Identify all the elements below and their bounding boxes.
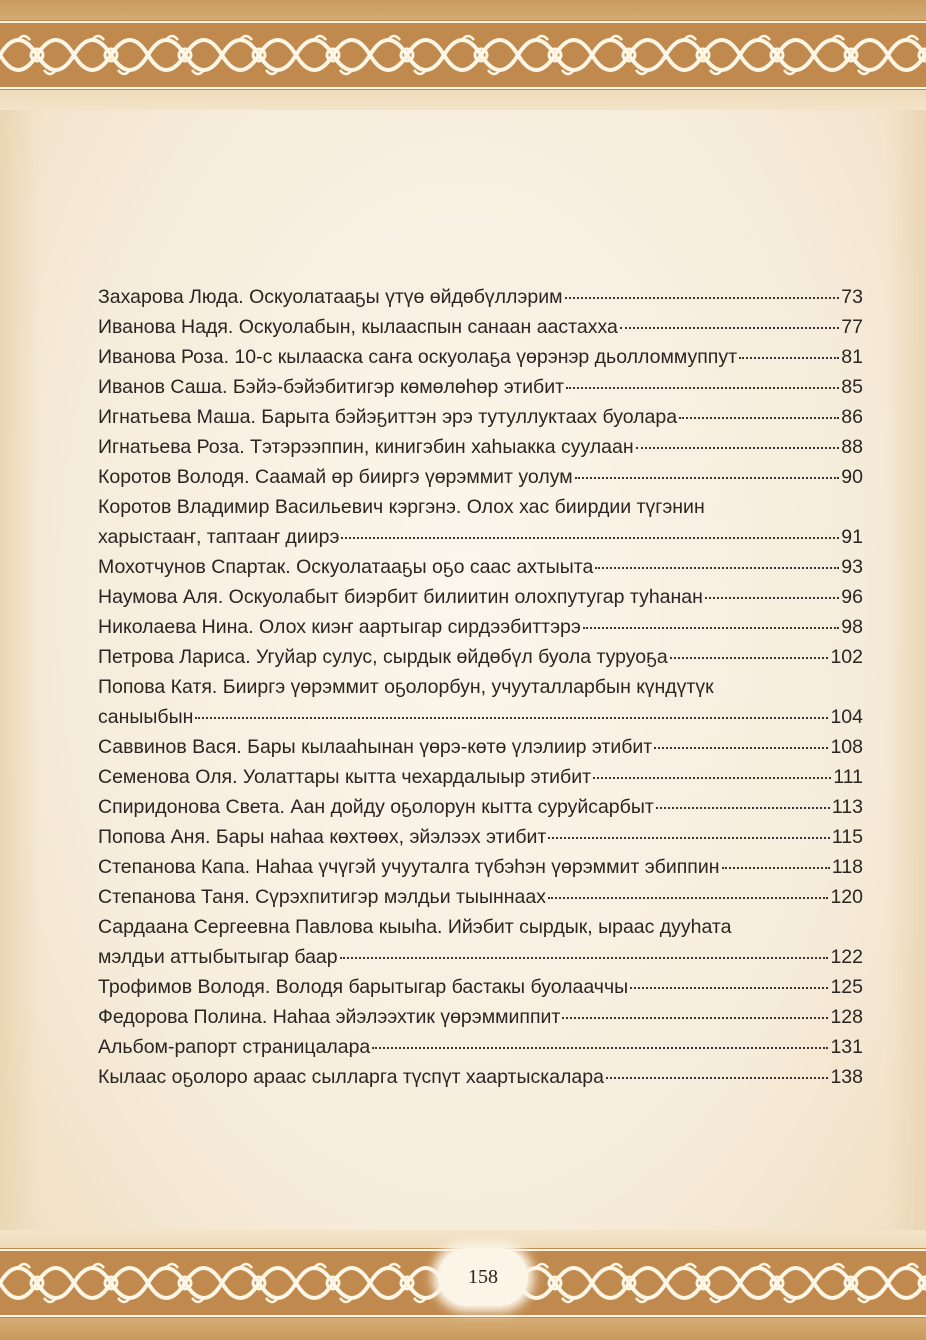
table-of-contents: [98, 282, 863, 1092]
toc-page-number: 113: [831, 796, 863, 818]
toc-entry-title: Коротов Владимир Васильевич кэргэнэ. Олох хас биирдии түгэнин: [98, 496, 705, 518]
toc-entry: [98, 912, 863, 972]
toc-page-number: 90: [841, 466, 863, 488]
toc-line: [98, 282, 863, 312]
toc-entry: [98, 972, 863, 1002]
toc-entry: [98, 852, 863, 882]
dot-leader: [593, 777, 831, 779]
dot-leader: [606, 1077, 828, 1079]
toc-page-number: 120: [830, 886, 863, 908]
toc-line: [98, 972, 863, 1002]
toc-line: [98, 822, 863, 852]
toc-entry-title: Альбом-рапорт страницалара: [98, 1036, 371, 1058]
toc-page-number: 96: [841, 586, 863, 608]
toc-entry: [98, 432, 863, 462]
right-page-shade: [886, 110, 926, 1230]
toc-entry: [98, 462, 863, 492]
top-ornament-pattern: [0, 20, 926, 90]
toc-line: [98, 1062, 863, 1092]
toc-entry: [98, 612, 863, 642]
toc-page-number: 85: [841, 376, 863, 398]
dot-leader: [722, 867, 830, 869]
toc-entry: [98, 822, 863, 852]
toc-line: [98, 672, 863, 702]
toc-entry-title: Кылаас оҕолоро араас сылларга түспүт хаартыскалара: [98, 1066, 604, 1088]
dot-leader: [679, 417, 839, 419]
toc-entry: [98, 792, 863, 822]
toc-entry: [98, 372, 863, 402]
toc-line: [98, 372, 863, 402]
toc-entry-title: Спиридонова Света. Аан дойду оҕолорун кытта суруйсарбыт: [98, 796, 654, 818]
page-number: 158: [438, 1248, 528, 1306]
toc-page-number: 128: [830, 1006, 863, 1028]
toc-page-number: 104: [830, 706, 863, 728]
toc-entry: [98, 1062, 863, 1092]
toc-entry-title: харыстааҥ, таптааҥ диирэ: [98, 526, 340, 548]
toc-line: [98, 642, 863, 672]
toc-entry-title: Коротов Володя. Саамай өр бииргэ үөрэммит уолум: [98, 466, 573, 488]
toc-entry: [98, 312, 863, 342]
dot-leader: [595, 567, 839, 569]
toc-entry-title: Степанова Капа. Наһаа үчүгэй учууталга түбэһэн үөрэммит эбиппин: [98, 856, 720, 878]
dot-leader: [340, 957, 829, 959]
toc-entry: [98, 492, 863, 552]
toc-entry-title: Николаева Нина. Олох киэҥ аартыгар сирдээбиттэрэ: [98, 616, 581, 638]
dot-leader: [372, 1047, 828, 1049]
toc-entry-title: Трофимов Володя. Володя барытыгар бастакы буолааччы: [98, 976, 629, 998]
toc-entry-title: мэлдьи аттыбытыгар баар: [98, 946, 338, 968]
toc-page-number: 102: [830, 646, 863, 668]
dot-leader: [670, 657, 829, 659]
toc-line: [98, 762, 863, 792]
toc-line: [98, 852, 863, 882]
toc-entry-title: Иванова Надя. Оскуолабын, кылааспын санаан аастахха: [98, 316, 618, 338]
dot-leader: [565, 297, 840, 299]
toc-page-number: 118: [831, 856, 863, 878]
toc-line: [98, 882, 863, 912]
dot-leader: [636, 447, 840, 449]
toc-page-number: 108: [830, 736, 863, 758]
dot-leader: [575, 477, 840, 479]
toc-line: [98, 462, 863, 492]
toc-entry-title: Петрова Лариса. Угуйар сулус, сырдык өйдөбүл буола туруоҕа: [98, 646, 668, 668]
toc-page-number: 115: [831, 826, 863, 848]
toc-entry-title: Попова Аня. Бары наһаа көхтөөх, эйэлээх этибит: [98, 826, 547, 848]
toc-entry-title: Сардаана Сергеевна Павлова кыыһа. Ийэбит сырдык, ыраас дууһата: [98, 916, 732, 938]
dot-leader: [548, 897, 828, 899]
toc-entry-title: саныыбын: [98, 706, 194, 728]
toc-entry-title: Захарова Люда. Оскуолатааҕы үтүө өйдөбүллэрим: [98, 286, 563, 308]
toc-entry: [98, 402, 863, 432]
toc-line: [98, 522, 863, 552]
toc-line: [98, 342, 863, 372]
toc-page-number: 86: [841, 406, 863, 428]
toc-entry-title: Саввинов Вася. Бары кылааһынан үөрэ-көтө үлэлиир этибит: [98, 736, 653, 758]
toc-entry: [98, 1032, 863, 1062]
toc-entry: [98, 762, 863, 792]
toc-line: [98, 432, 863, 462]
toc-line: [98, 552, 863, 582]
top-ornament-border: [0, 0, 926, 110]
toc-entry-title: Иванова Роза. 10-с кылааска саҥа оскуолаҕа үөрэнэр дьолломмуппут: [98, 346, 738, 368]
toc-line: [98, 792, 863, 822]
toc-page-number: 98: [841, 616, 863, 638]
toc-entry-title: Семенова Оля. Уолаттары кытта чехардалыыр этибит: [98, 766, 592, 788]
toc-entry-title: Мохотчунов Спартак. Оскуолатааҕы оҕо саас ахтыыта: [98, 556, 594, 578]
toc-page-number: 111: [833, 766, 863, 788]
left-page-shade: [0, 110, 40, 1230]
toc-page-number: 81: [841, 346, 863, 368]
toc-entry: [98, 672, 863, 732]
dot-leader: [705, 597, 839, 599]
dot-leader: [583, 627, 839, 629]
toc-entry-title: Наумова Аля. Оскуолабыт биэрбит билиитин олохпутугар туһанан: [98, 586, 703, 608]
dot-leader: [620, 327, 839, 329]
toc-entry: [98, 282, 863, 312]
toc-page-number: 91: [841, 526, 863, 548]
toc-entry: [98, 552, 863, 582]
toc-page-number: 122: [830, 946, 863, 968]
dot-leader: [566, 387, 839, 389]
toc-page-number: 131: [830, 1036, 863, 1058]
toc-entry: [98, 1002, 863, 1032]
dot-leader: [548, 837, 830, 839]
toc-line: [98, 312, 863, 342]
toc-entry-title: Степанова Таня. Сүрэхпитигэр мэлдьи тыыннаах: [98, 886, 546, 908]
toc-page-number: 93: [841, 556, 863, 578]
toc-line: [98, 582, 863, 612]
toc-entry-title: Иванов Саша. Бэйэ-бэйэбитигэр көмөлөһөр этибит: [98, 376, 565, 398]
toc-entry-title: Федорова Полина. Наһаа эйэлээхтик үөрэммиппит: [98, 1006, 561, 1028]
dot-leader: [562, 1017, 828, 1019]
toc-line: [98, 612, 863, 642]
toc-entry: [98, 582, 863, 612]
toc-line: [98, 702, 863, 732]
toc-entry-title: Попова Катя. Бииргэ үөрэммит оҕолорбун, учууталларбын күндүтүк: [98, 676, 714, 698]
dot-leader: [656, 807, 830, 809]
toc-line: [98, 942, 863, 972]
toc-page-number: 88: [841, 436, 863, 458]
toc-entry-title: Игнатьева Роза. Тэтэрээппин, кинигэбин хаһыакка суулаан: [98, 436, 634, 458]
toc-entry-title: Игнатьева Маша. Барыта бэйэҕиттэн эрэ тутуллуктаах буолара: [98, 406, 678, 428]
toc-page-number: 125: [830, 976, 863, 998]
toc-entry: [98, 882, 863, 912]
toc-page-number: 138: [830, 1066, 863, 1088]
toc-entry: [98, 642, 863, 672]
toc-line: [98, 1002, 863, 1032]
dot-leader: [739, 357, 839, 359]
toc-line: [98, 1032, 863, 1062]
toc-line: [98, 732, 863, 762]
dot-leader: [630, 987, 828, 989]
toc-line: [98, 402, 863, 432]
dot-leader: [195, 717, 828, 719]
toc-line: [98, 912, 863, 942]
toc-entry: [98, 342, 863, 372]
toc-entry: [98, 732, 863, 762]
toc-page-number: 77: [841, 316, 863, 338]
dot-leader: [341, 537, 839, 539]
toc-line: [98, 492, 863, 522]
toc-page-number: 73: [841, 286, 863, 308]
dot-leader: [654, 747, 828, 749]
